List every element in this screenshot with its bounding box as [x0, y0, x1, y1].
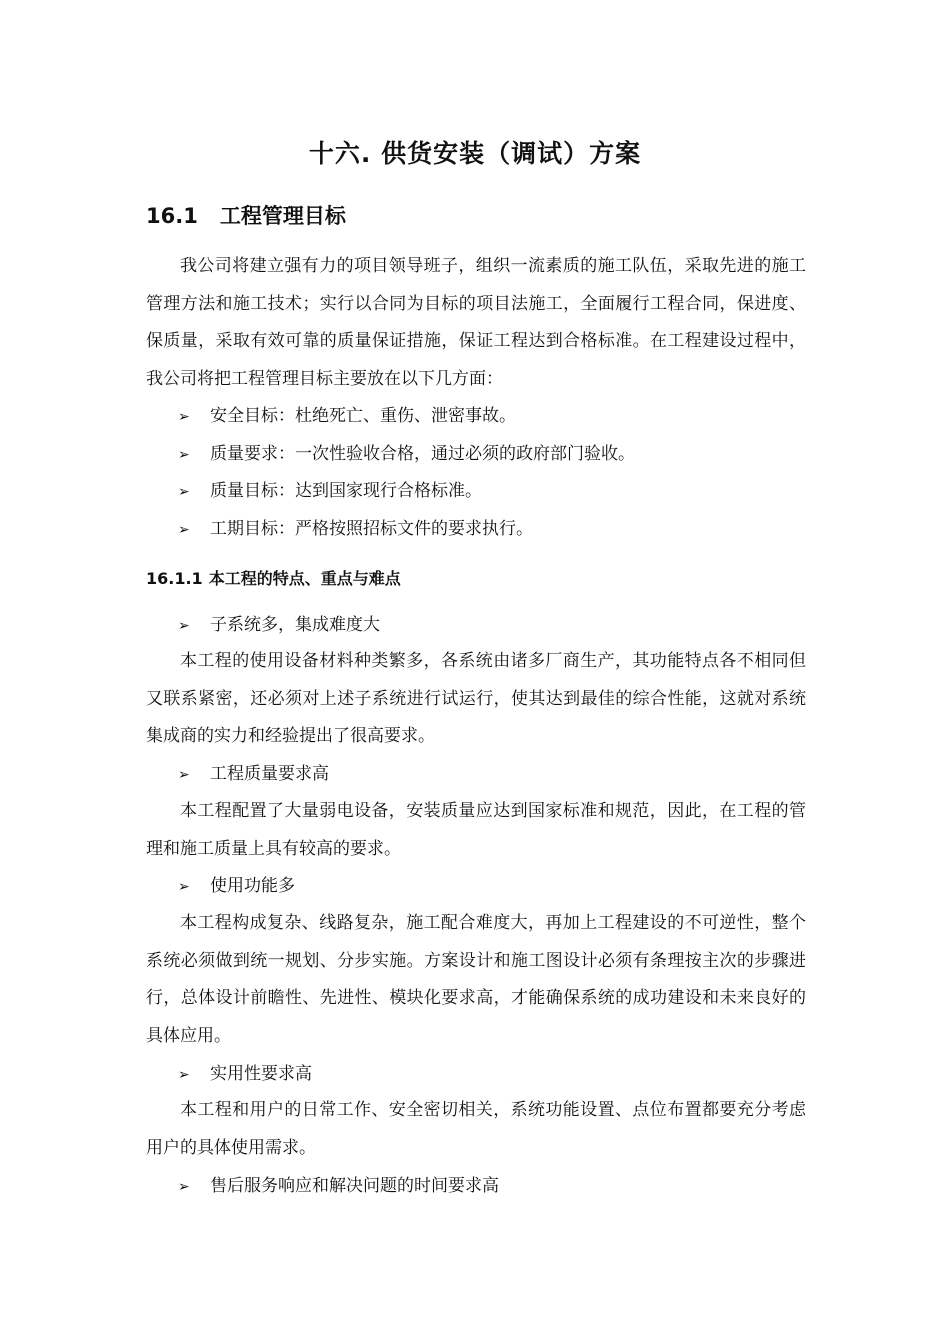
goal-item — [178, 441, 635, 468]
point-heading-text: 售后服务响应和解决问题的时间要求高 — [210, 1176, 499, 1196]
goal-item — [178, 516, 533, 543]
goal-text: 质量要求：一次性验收合格，通过必须的政府部门验收。 — [210, 444, 635, 464]
point-heading — [178, 873, 295, 900]
goal-text: 安全目标：杜绝死亡、重伤、泄密事故。 — [210, 406, 516, 426]
subsection-heading — [146, 566, 401, 589]
point-heading-text: 工程质量要求高 — [210, 764, 329, 784]
arrow-bullet-icon: ➢ — [178, 447, 190, 463]
arrow-bullet-icon: ➢ — [178, 1179, 190, 1195]
point-heading — [178, 761, 329, 788]
goal-item — [178, 478, 482, 505]
goal-item — [178, 403, 516, 430]
point-heading-text: 使用功能多 — [210, 876, 295, 896]
point-paragraph: 本工程构成复杂、线路复杂，施工配合难度大，再加上工程建设的不可逆性，整个系统必须做到统一规划、分步实施。方案设计和施工图设计必须有条理按主次的步骤进行，总体设计前瞻性、先进性、模块化要求高，才能确保系统的成功建设和未来良好的具体应用。 — [146, 913, 806, 1046]
section-number: 16.1 — [146, 204, 198, 228]
point-paragraph: 本工程配置了大量弱电设备，安装质量应达到国家标准和规范，因此，在工程的管理和施工质量上具有较高的要求。 — [146, 801, 806, 859]
arrow-bullet-icon: ➢ — [178, 484, 190, 500]
arrow-bullet-icon: ➢ — [178, 618, 190, 634]
arrow-bullet-icon: ➢ — [178, 879, 190, 895]
point-heading — [178, 612, 380, 639]
point-heading-text: 子系统多，集成难度大 — [210, 615, 380, 635]
arrow-bullet-icon: ➢ — [178, 1067, 190, 1083]
page-title: 十六. 供货安装（调试）方案 — [308, 139, 642, 168]
point-paragraph: 本工程和用户的日常工作、安全密切相关，系统功能设置、点位布置都要充分考虑用户的具体使用需求。 — [146, 1100, 806, 1158]
section-title: 工程管理目标 — [219, 204, 346, 228]
intro-paragraph: 我公司将建立强有力的项目领导班子，组织一流素质的施工队伍，采取先进的施工管理方法和施工技术；实行以合同为目标的项目法施工，全面履行工程合同，保进度、保质量，采取有效可靠的质量保证措施，保证工程达到合格标准。在工程建设过程中，我公司将把工程管理目标主要放在以下几方面： — [146, 256, 806, 389]
point-heading — [178, 1173, 499, 1200]
subsection-number: 16.1.1 — [146, 569, 203, 588]
arrow-bullet-icon: ➢ — [178, 522, 190, 538]
point-paragraph: 本工程的使用设备材料种类繁多，各系统由诸多厂商生产，其功能特点各不相同但又联系紧密，还必须对上述子系统进行试运行，使其达到最佳的综合性能，这就对系统集成商的实力和经验提出了很高要求。 — [146, 651, 806, 746]
arrow-bullet-icon: ➢ — [178, 767, 190, 783]
point-heading — [178, 1061, 312, 1088]
point-heading-text: 实用性要求高 — [210, 1064, 312, 1084]
subsection-title: 本工程的特点、重点与难点 — [208, 569, 401, 588]
goal-text: 工期目标：严格按照招标文件的要求执行。 — [210, 519, 533, 539]
arrow-bullet-icon: ➢ — [178, 409, 190, 425]
goal-text: 质量目标：达到国家现行合格标准。 — [210, 481, 482, 501]
section-heading — [146, 200, 346, 230]
